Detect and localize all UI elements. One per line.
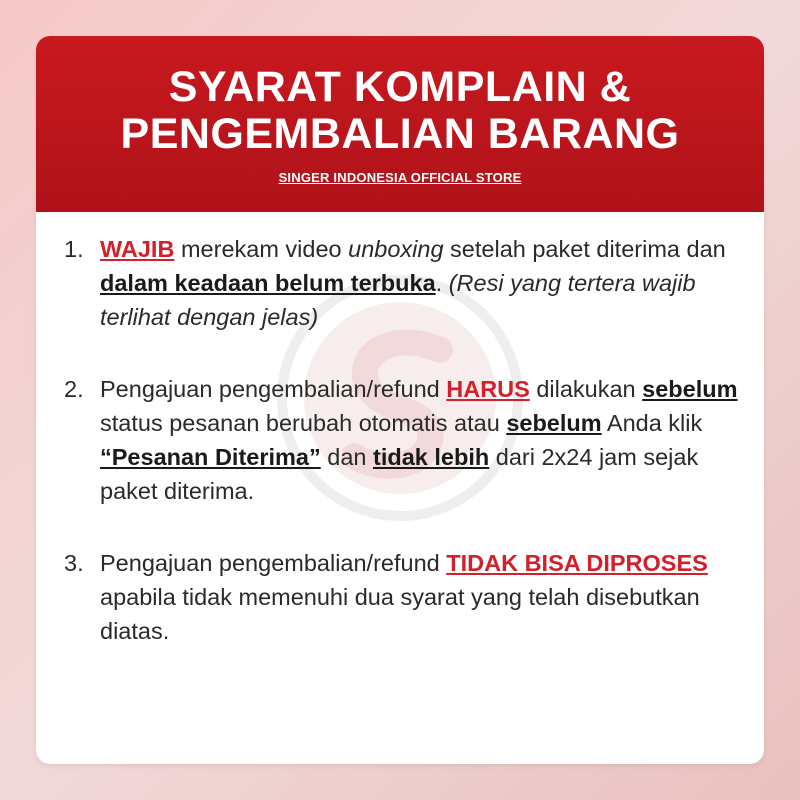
emphasis-red: TIDAK BISA DIPROSES [446,550,708,576]
emphasis-bold: sebelum [642,376,738,402]
emphasis-bold: tidak lebih [373,444,490,470]
emphasis-bold: sebelum [506,410,602,436]
terms-list [64,232,740,686]
item-text: dari 2x24 jam sejak paket diterima. [100,444,699,504]
item-text-italic: unboxing [348,236,444,262]
page-title [36,36,764,158]
list-item [64,232,740,334]
item-text: dan [320,444,374,470]
item-text: . [435,270,449,296]
list-item [64,546,740,648]
item-number: 3. [64,550,84,576]
emphasis-red: HARUS [446,376,530,402]
item-number: 1. [64,236,84,262]
terms-card [36,36,764,764]
item-text: Anda klik [601,410,703,436]
emphasis-bold: “Pesanan Diterima” [100,444,321,470]
item-text: dilakukan [529,376,643,402]
item-text: setelah paket diterima dan [443,236,726,262]
title-line-2: PENGEMBALIAN BARANG [120,110,680,158]
emphasis-bold: dalam keadaan belum terbuka [100,270,436,296]
emphasis-red: WAJIB [100,236,175,262]
list-item [64,372,740,508]
item-text: apabila tidak memenuhi dua syarat yang telah disebutkan diatas. [100,584,700,644]
item-text: merekam video [174,236,349,262]
item-text: Pengajuan pengembalian/refund [100,550,447,576]
title-line-1: SYARAT KOMPLAIN & [168,63,632,111]
item-text: status pesanan berubah otomatis atau [100,410,507,436]
store-subtitle: SINGER INDONESIA OFFICIAL STORE [278,170,522,185]
item-text: Pengajuan pengembalian/refund [100,376,447,402]
item-note-italic: (Resi yang tertera wajib terlihat dengan jelas) [100,270,696,330]
header-banner [36,36,764,212]
item-number: 2. [64,376,84,402]
